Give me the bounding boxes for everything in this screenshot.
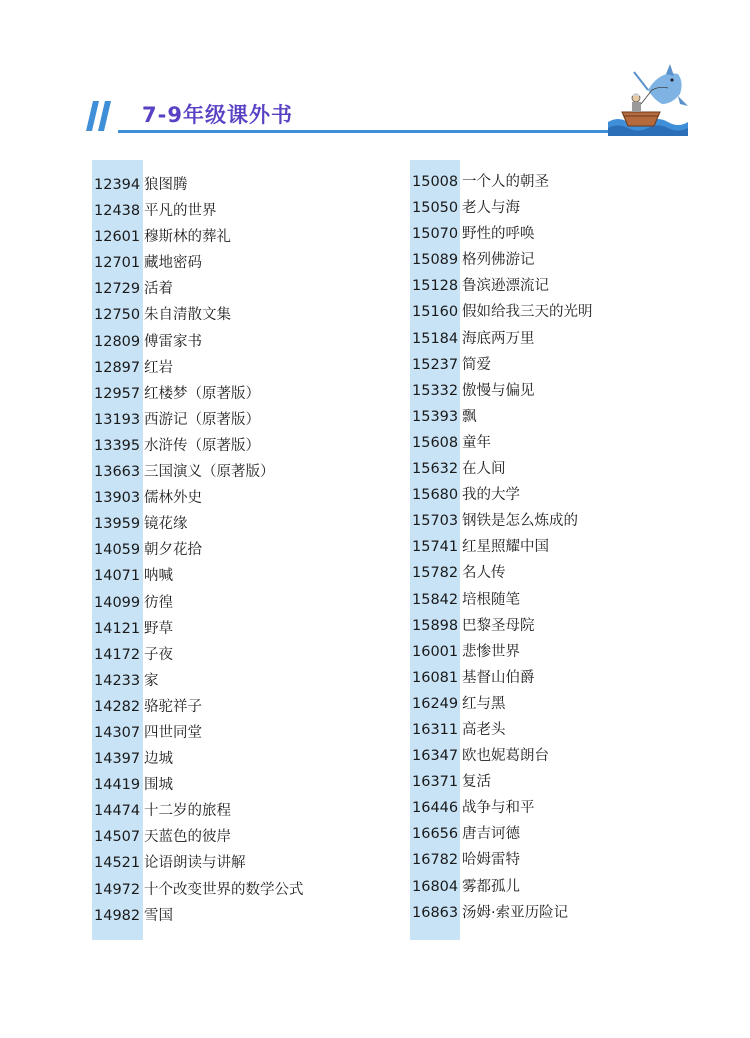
book-code: 15608 <box>412 434 459 451</box>
book-item <box>92 276 392 302</box>
book-code: 16371 <box>412 774 459 791</box>
book-title: 一个人的朝圣 <box>462 174 549 190</box>
book-code: 12957 <box>94 385 141 402</box>
book-item <box>410 769 710 795</box>
book-item <box>410 273 710 299</box>
book-item <box>410 847 710 873</box>
book-title: 子夜 <box>144 646 173 663</box>
book-title: 野草 <box>144 620 173 637</box>
book-title: 童年 <box>462 434 491 451</box>
book-title: 雾都孤儿 <box>462 878 520 895</box>
book-item <box>410 743 710 769</box>
book-item <box>92 537 392 563</box>
book-title: 红楼梦（原著版） <box>144 385 260 402</box>
book-title: 穆斯林的葬礼 <box>144 229 231 246</box>
book-item <box>410 482 710 508</box>
book-code: 12809 <box>94 333 141 350</box>
book-code: 16656 <box>412 826 459 843</box>
book-code: 14121 <box>94 620 141 637</box>
book-code: 14307 <box>94 724 141 741</box>
book-title: 红与黑 <box>462 695 506 712</box>
book-item <box>92 224 392 250</box>
book-title: 巴黎圣母院 <box>462 617 535 634</box>
book-code: 16001 <box>412 643 459 660</box>
book-title: 论语朗读与讲解 <box>144 855 246 872</box>
book-code: 12750 <box>94 307 141 324</box>
book-item <box>410 326 710 352</box>
book-code: 15703 <box>412 513 459 530</box>
book-code: 14172 <box>94 646 141 663</box>
book-code: 15632 <box>412 461 459 478</box>
book-item <box>410 717 710 743</box>
book-item <box>92 720 392 746</box>
book-item <box>92 642 392 668</box>
book-code: 15008 <box>412 174 459 190</box>
book-item <box>92 824 392 850</box>
book-item <box>410 299 710 325</box>
book-code: 14059 <box>94 542 141 559</box>
book-item <box>92 250 392 276</box>
page-header <box>0 0 750 150</box>
book-title: 野性的呼唤 <box>462 226 535 243</box>
book-code: 14474 <box>94 803 141 820</box>
book-title: 镜花缘 <box>144 516 188 533</box>
book-code: 14397 <box>94 751 141 768</box>
book-code: 15741 <box>412 539 459 556</box>
book-code: 16863 <box>412 904 459 921</box>
book-item <box>92 746 392 772</box>
book-code: 14507 <box>94 829 141 846</box>
book-title: 朱自清散文集 <box>144 307 231 324</box>
book-title: 培根随笔 <box>462 591 520 608</box>
book-title: 西游记（原著版） <box>144 411 260 428</box>
book-title: 海底两万里 <box>462 330 535 347</box>
booklist-column-left <box>92 160 392 929</box>
book-code: 13903 <box>94 490 141 507</box>
book-code: 12701 <box>94 255 141 272</box>
book-code: 16782 <box>412 852 459 869</box>
book-title: 边城 <box>144 751 173 768</box>
book-item <box>92 772 392 798</box>
book-code: 15237 <box>412 356 459 373</box>
book-item <box>410 169 710 195</box>
book-code: 15782 <box>412 565 459 582</box>
book-item <box>92 172 392 198</box>
book-item <box>92 616 392 642</box>
book-code: 15680 <box>412 487 459 504</box>
book-item <box>92 459 392 485</box>
booklist-right <box>410 160 710 926</box>
book-title: 战争与和平 <box>462 800 535 817</box>
book-code: 15128 <box>412 278 459 295</box>
fisherman-boat-icon <box>608 60 688 136</box>
book-title: 基督山伯爵 <box>462 669 535 686</box>
book-item <box>410 613 710 639</box>
book-item <box>92 198 392 224</box>
book-item <box>410 821 710 847</box>
book-code: 16081 <box>412 669 459 686</box>
book-item <box>410 665 710 691</box>
book-code: 16347 <box>412 748 459 765</box>
book-code: 15393 <box>412 408 459 425</box>
book-title: 钢铁是怎么炼成的 <box>462 513 578 530</box>
book-item <box>92 668 392 694</box>
book-code: 16311 <box>412 721 459 738</box>
book-title: 悲惨世界 <box>462 643 520 660</box>
book-code: 13959 <box>94 516 141 533</box>
book-code: 12897 <box>94 359 141 376</box>
book-item <box>92 903 392 929</box>
book-code: 14071 <box>94 568 141 585</box>
book-item <box>92 302 392 328</box>
book-title: 十个改变世界的数学公式 <box>144 881 304 898</box>
book-code: 16804 <box>412 878 459 895</box>
book-item <box>92 563 392 589</box>
book-code: 13395 <box>94 437 141 454</box>
book-title: 雪国 <box>144 907 173 924</box>
book-title: 骆驼祥子 <box>144 698 202 715</box>
book-code: 14282 <box>94 698 141 715</box>
book-item <box>410 587 710 613</box>
book-code: 14233 <box>94 672 141 689</box>
book-code: 15332 <box>412 382 459 399</box>
book-title: 平凡的世界 <box>144 203 217 220</box>
book-title: 傲慢与偏见 <box>462 382 535 399</box>
book-title: 活着 <box>144 281 173 298</box>
book-title: 假如给我三天的光明 <box>462 304 593 321</box>
book-title: 藏地密码 <box>144 255 202 272</box>
book-title: 哈姆雷特 <box>462 852 520 869</box>
book-code: 12438 <box>94 203 141 220</box>
book-code: 14521 <box>94 855 141 872</box>
book-code: 13193 <box>94 411 141 428</box>
book-title: 儒林外史 <box>144 490 202 507</box>
book-code: 12729 <box>94 281 141 298</box>
title-underline <box>118 130 684 133</box>
book-title: 老人与海 <box>462 200 520 217</box>
double-slash-icon <box>84 100 118 132</box>
book-code: 15898 <box>412 617 459 634</box>
book-code: 14982 <box>94 907 141 924</box>
book-code: 14419 <box>94 777 141 794</box>
book-item <box>410 378 710 404</box>
book-title: 我的大学 <box>462 487 520 504</box>
book-item <box>92 694 392 720</box>
book-title: 红岩 <box>144 359 173 376</box>
book-item <box>410 430 710 456</box>
book-title: 水浒传（原著版） <box>144 437 260 454</box>
book-item <box>410 639 710 665</box>
book-item <box>410 560 710 586</box>
book-code: 15184 <box>412 330 459 347</box>
book-title: 围城 <box>144 777 173 794</box>
book-title: 名人传 <box>462 565 506 582</box>
book-item <box>410 691 710 717</box>
book-item <box>410 352 710 378</box>
booklist-left <box>92 160 392 929</box>
book-item <box>92 798 392 824</box>
book-code: 15842 <box>412 591 459 608</box>
book-code: 15160 <box>412 304 459 321</box>
book-item <box>92 355 392 381</box>
book-title: 飘 <box>462 408 477 425</box>
book-title: 天蓝色的彼岸 <box>144 829 231 846</box>
book-title: 十二岁的旅程 <box>144 803 231 820</box>
book-item <box>410 900 710 926</box>
book-title: 简爱 <box>462 356 491 373</box>
book-title: 彷徨 <box>144 594 173 611</box>
book-item <box>92 407 392 433</box>
book-title: 复活 <box>462 774 491 791</box>
book-title: 朝夕花拾 <box>144 542 202 559</box>
book-item <box>92 381 392 407</box>
book-item <box>410 221 710 247</box>
book-item <box>410 795 710 821</box>
book-title: 鲁滨逊漂流记 <box>462 278 549 295</box>
book-item <box>410 404 710 430</box>
book-code: 12394 <box>94 177 141 193</box>
book-item <box>410 247 710 273</box>
book-code: 15050 <box>412 200 459 217</box>
book-code: 16446 <box>412 800 459 817</box>
book-title: 汤姆·索亚历险记 <box>462 904 569 921</box>
book-item <box>410 534 710 560</box>
book-item <box>92 329 392 355</box>
book-item <box>410 195 710 221</box>
book-item <box>410 874 710 900</box>
book-code: 15089 <box>412 252 459 269</box>
book-code: 13663 <box>94 464 141 481</box>
page-title: 7-9年级课外书 <box>142 103 293 127</box>
book-title: 唐吉诃德 <box>462 826 520 843</box>
book-title: 狼图腾 <box>144 177 188 193</box>
book-title: 格列佛游记 <box>462 252 535 269</box>
book-item <box>92 877 392 903</box>
book-code: 15070 <box>412 226 459 243</box>
booklist-column-right <box>410 160 710 926</box>
book-title: 在人间 <box>462 461 506 478</box>
book-code: 12601 <box>94 229 141 246</box>
book-title: 四世同堂 <box>144 724 202 741</box>
book-title: 欧也妮葛朗台 <box>462 748 549 765</box>
book-code: 16249 <box>412 695 459 712</box>
book-code: 14099 <box>94 594 141 611</box>
book-item <box>92 511 392 537</box>
book-title: 家 <box>144 672 159 689</box>
book-item <box>410 456 710 482</box>
book-title: 傅雷家书 <box>144 333 202 350</box>
book-title: 三国演义（原著版） <box>144 464 275 481</box>
book-code: 14972 <box>94 881 141 898</box>
book-title: 红星照耀中国 <box>462 539 549 556</box>
book-item <box>92 485 392 511</box>
book-item <box>92 590 392 616</box>
book-title: 高老头 <box>462 721 506 738</box>
book-item <box>410 508 710 534</box>
book-item <box>92 433 392 459</box>
book-title: 呐喊 <box>144 568 173 585</box>
book-item <box>92 850 392 876</box>
